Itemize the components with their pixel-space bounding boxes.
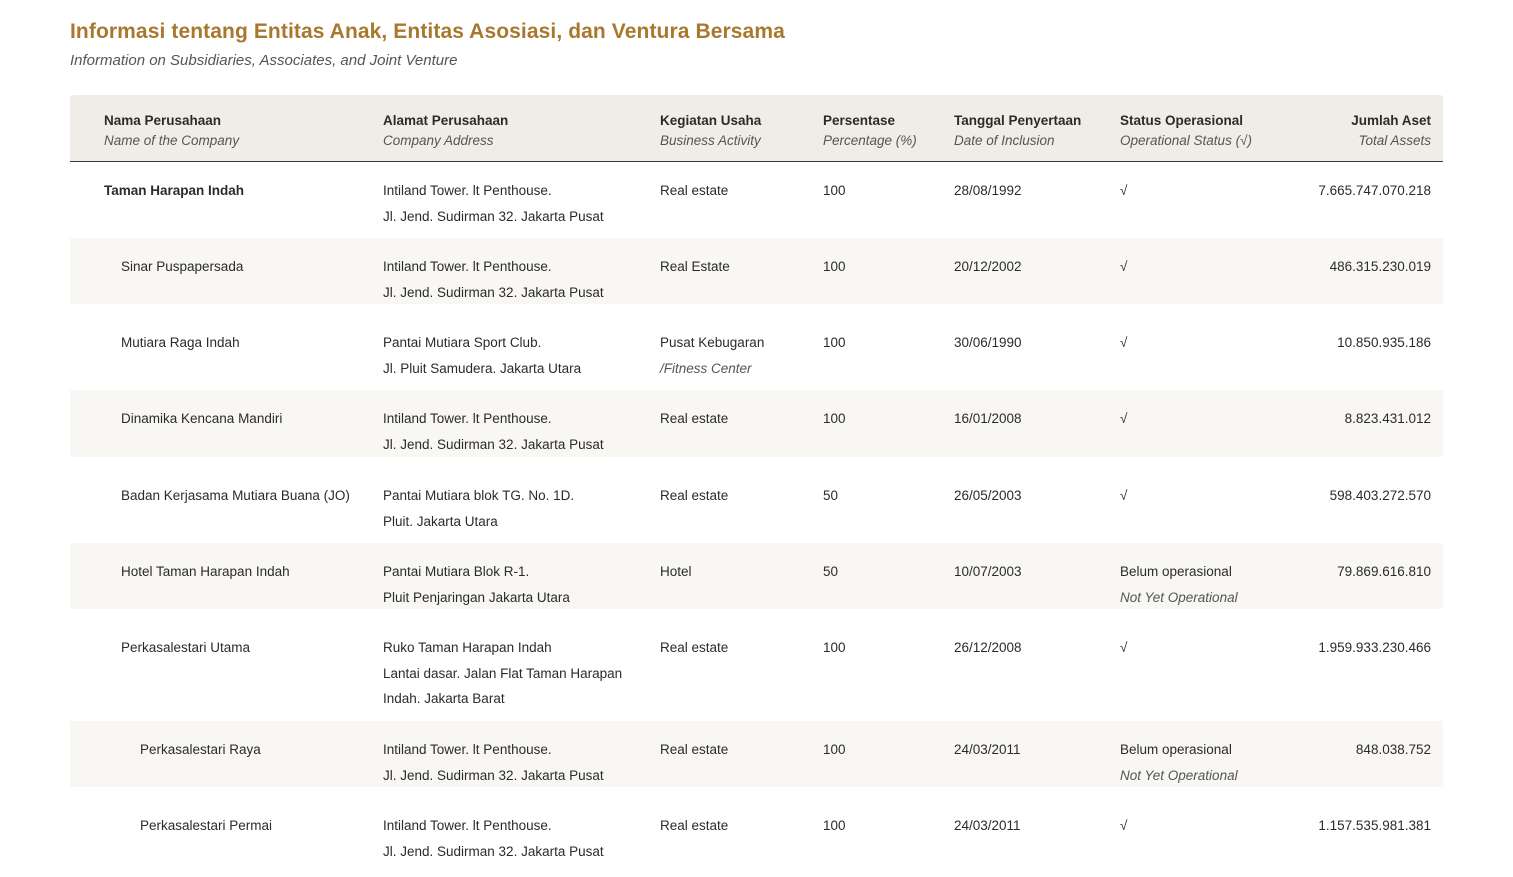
address-line: Jl. Jend. Sudirman 32. Jakarta Pusat [383, 767, 604, 783]
header-date [954, 112, 1081, 152]
header-activity-label: Kegiatan Usaha [660, 113, 762, 128]
business-activity: Real estate [660, 640, 729, 655]
company-name: Mutiara Raga Indah [121, 335, 240, 350]
percentage: 50 [823, 488, 839, 503]
business-activity: Real estate [660, 411, 729, 426]
inclusion-date: 28/08/1992 [954, 183, 1022, 198]
total-assets: 10.850.935.186 [1337, 335, 1431, 350]
status-label: Belum operasional [1120, 564, 1232, 579]
address-line: Pluit. Jakarta Utara [383, 513, 498, 529]
address-line: Intiland Tower. lt Penthouse. [383, 259, 552, 274]
header-status [1120, 112, 1252, 152]
address-line: Indah. Jakarta Barat [383, 691, 505, 706]
address-line: Jl. Pluit Samudera. Jakarta Utara [383, 360, 582, 376]
address-line: Lantai dasar. Jalan Flat Taman Harapan [383, 665, 623, 681]
total-assets: 486.315.230.019 [1329, 259, 1431, 274]
company-name: Taman Harapan Indah [104, 183, 245, 198]
company-name: Perkasalestari Permai [140, 818, 273, 833]
header-assets [1351, 112, 1431, 152]
table-row [70, 238, 1443, 304]
table-row [70, 543, 1443, 609]
header-activity-sub: Business Activity [660, 133, 761, 148]
table-row [70, 162, 1443, 238]
header-percentage-sub: Percentage (%) [823, 133, 917, 148]
operational-status: √ [1120, 335, 1128, 350]
total-assets: 848.038.752 [1355, 742, 1431, 757]
table-row [70, 721, 1443, 787]
company-name: Dinamika Kencana Mandiri [121, 411, 283, 426]
header-address-label: Alamat Perusahaan [383, 113, 509, 128]
company-address [383, 483, 574, 534]
header-name-sub: Name of the Company [104, 133, 240, 148]
address-line: Jl. Jend. Sudirman 32. Jakarta Pusat [383, 843, 604, 859]
header-date-sub: Date of Inclusion [954, 133, 1055, 148]
operational-status: √ [1120, 259, 1128, 274]
company-name: Sinar Puspapersada [121, 259, 244, 274]
subsidiaries-table [70, 95, 1443, 867]
business-activity [660, 330, 764, 381]
company-address [383, 813, 604, 864]
header-address [383, 112, 508, 152]
address-line: Intiland Tower. lt Penthouse. [383, 183, 552, 198]
operational-status: √ [1120, 640, 1128, 655]
status-sub: Not Yet Operational [1120, 589, 1238, 605]
inclusion-date: 26/05/2003 [954, 488, 1022, 503]
business-activity: Real estate [660, 742, 729, 757]
operational-status: √ [1120, 488, 1128, 503]
business-activity: Real estate [660, 818, 729, 833]
inclusion-date: 24/03/2011 [954, 818, 1021, 833]
total-assets: 7.665.747.070.218 [1318, 183, 1431, 198]
business-activity: Real estate [660, 488, 729, 503]
address-line: Jl. Jend. Sudirman 32. Jakarta Pusat [383, 284, 604, 300]
header-percentage [823, 112, 917, 152]
table-row [70, 619, 1443, 721]
inclusion-date: 30/06/1990 [954, 335, 1022, 350]
address-line: Pluit Penjaringan Jakarta Utara [383, 589, 570, 605]
table-row [70, 314, 1443, 390]
percentage: 100 [823, 818, 846, 833]
table-header [70, 95, 1443, 162]
company-name: Hotel Taman Harapan Indah [121, 564, 290, 579]
percentage: 50 [823, 564, 839, 579]
address-line: Intiland Tower. lt Penthouse. [383, 818, 552, 833]
header-name-label: Nama Perusahaan [104, 113, 222, 128]
company-name: Perkasalestari Utama [121, 640, 251, 655]
header-assets-label: Jumlah Aset [1351, 113, 1431, 128]
company-address [383, 178, 604, 229]
operational-status [1120, 559, 1238, 610]
address-line: Pantai Mutiara Sport Club. [383, 335, 542, 350]
business-activity: Hotel [660, 564, 692, 579]
header-date-label: Tanggal Penyertaan [954, 113, 1082, 128]
total-assets: 1.959.933.230.466 [1318, 640, 1431, 655]
inclusion-date: 24/03/2011 [954, 742, 1021, 757]
company-address [383, 254, 604, 305]
page-title: Informasi tentang Entitas Anak, Entitas Asosiasi, dan Ventura Bersama [70, 20, 785, 43]
address-line: Pantai Mutiara blok TG. No. 1D. [383, 488, 575, 503]
percentage: 100 [823, 335, 846, 350]
percentage: 100 [823, 411, 846, 426]
percentage: 100 [823, 259, 846, 274]
table-row [70, 390, 1443, 457]
total-assets: 1.157.535.981.381 [1318, 818, 1431, 833]
header-name [104, 112, 239, 152]
company-address [383, 635, 622, 712]
address-line: Intiland Tower. lt Penthouse. [383, 411, 552, 426]
total-assets: 8.823.431.012 [1344, 411, 1431, 426]
company-address [383, 330, 581, 381]
header-assets-sub: Total Assets [1358, 133, 1431, 148]
table-row [70, 797, 1443, 867]
table-row [70, 467, 1443, 543]
status-sub: Not Yet Operational [1120, 767, 1238, 783]
activity-sub: /Fitness Center [660, 360, 752, 376]
company-name: Badan Kerjasama Mutiara Buana (JO) [121, 488, 350, 503]
percentage: 100 [823, 183, 846, 198]
percentage: 100 [823, 742, 846, 757]
operational-status: √ [1120, 411, 1128, 426]
address-line: Intiland Tower. lt Penthouse. [383, 742, 552, 757]
status-label: Belum operasional [1120, 742, 1232, 757]
percentage: 100 [823, 640, 846, 655]
operational-status: √ [1120, 818, 1128, 833]
business-activity: Real Estate [660, 259, 730, 274]
inclusion-date: 26/12/2008 [954, 640, 1022, 655]
address-line: Jl. Jend. Sudirman 32. Jakarta Pusat [383, 208, 604, 224]
header-activity [660, 112, 761, 152]
total-assets: 79.869.616.810 [1337, 564, 1431, 579]
address-line: Pantai Mutiara Blok R-1. [383, 564, 530, 579]
business-activity: Real estate [660, 183, 729, 198]
header-status-label: Status Operasional [1120, 113, 1244, 128]
company-name: Perkasalestari Raya [140, 742, 261, 757]
company-address [383, 737, 604, 788]
inclusion-date: 10/07/2003 [954, 564, 1022, 579]
activity-label: Pusat Kebugaran [660, 335, 765, 350]
operational-status: √ [1120, 183, 1128, 198]
operational-status [1120, 737, 1238, 788]
page-subtitle: Information on Subsidiaries, Associates, and Joint Venture [70, 52, 458, 69]
company-address [383, 406, 604, 457]
header-percentage-label: Persentase [823, 113, 896, 128]
company-address [383, 559, 570, 610]
header-status-sub: Operational Status (√) [1120, 133, 1252, 148]
inclusion-date: 16/01/2008 [954, 411, 1022, 426]
address-line: Jl. Jend. Sudirman 32. Jakarta Pusat [383, 436, 604, 452]
header-address-sub: Company Address [383, 133, 494, 148]
address-line: Ruko Taman Harapan Indah [383, 640, 552, 655]
total-assets: 598.403.272.570 [1329, 488, 1431, 503]
inclusion-date: 20/12/2002 [954, 259, 1022, 274]
